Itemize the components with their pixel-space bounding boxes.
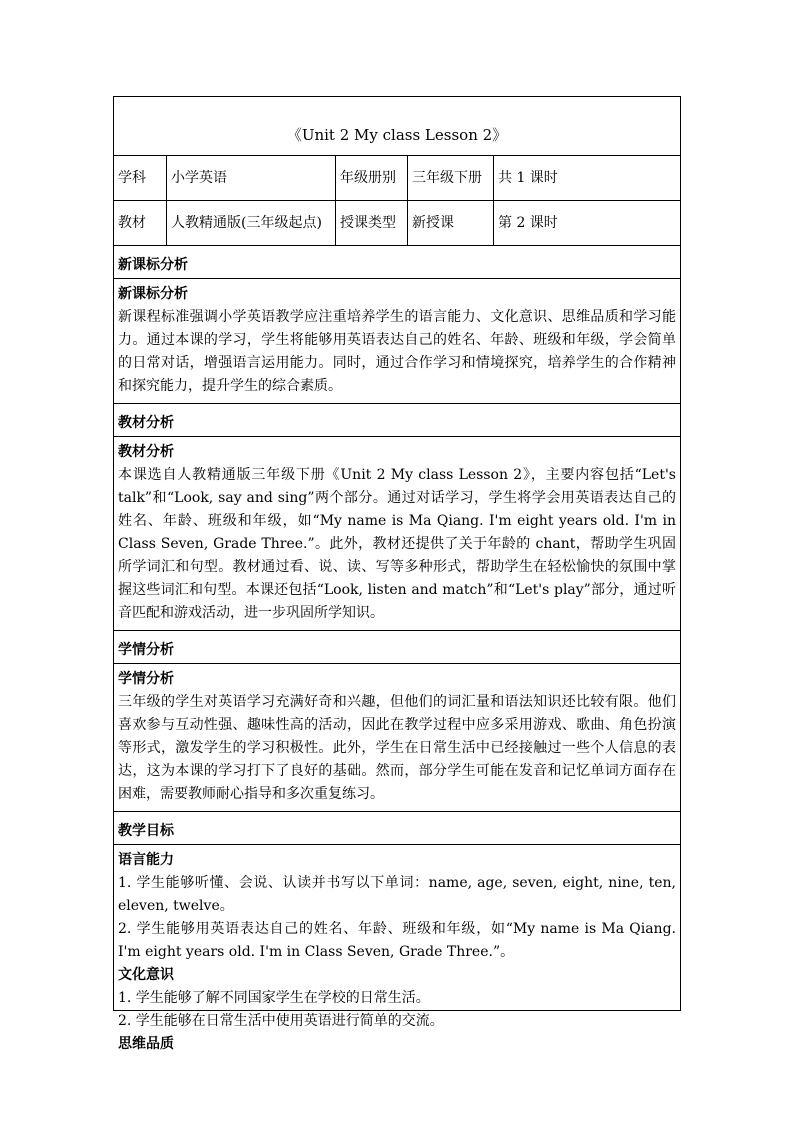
section-heading-goals: 教学目标 [114, 812, 680, 845]
subheading-culture: 文化意识 [118, 967, 174, 983]
lesson-plan-table [113, 96, 681, 1052]
section-heading-textbook: 教材分析 [114, 404, 680, 437]
subheading-students: 学情分析 [118, 671, 174, 687]
value-total-periods: 共 1 课时 [498, 169, 558, 186]
section-body-goals [114, 845, 680, 1061]
section-body-textbook [114, 437, 680, 631]
value-lesson-type: 新授课 [408, 201, 494, 245]
goal-culture-2: 2. 学生能够在日常生活中使用英语进行简单的交流。 [118, 1013, 444, 1029]
goal-culture-1: 1. 学生能够了解不同国家学生在学校的日常生活。 [118, 990, 430, 1006]
label-grade: 年级册别 [336, 156, 408, 200]
paragraph-textbook: 本课选自人教精通版三年级下册《Unit 2 My class Lesson 2》，主要内容包括“Let's talk”和“Look, say and sing”两个部分。通过对话学习，学生将学会用英语表达自己的姓名、年龄、班级和年级，如“My name is Ma Qiang. I'm eight years old. I'm in Class Seven, Grade Three.”。此外，教材还提供了关于年龄的 chant，帮助学生巩固所学词汇和句型。教材通过看、说、读、写等多种形式，帮助学生在轻松愉快的氛围中掌握这些词汇和句型。本课还包括“Look, listen and match”和“Let's play”部分，通过听音匹配和游戏活动，进一步巩固所学知识。 [118, 467, 676, 621]
subheading-thinking: 思维品质 [118, 1036, 174, 1052]
info-row-1 [114, 156, 680, 201]
value-subject: 小学英语 [167, 156, 336, 200]
value-textbook: 人教精通版(三年级起点) [167, 201, 336, 245]
section-body-students [114, 664, 680, 812]
label-textbook: 教材 [114, 201, 167, 245]
label-subject: 学科 [114, 156, 167, 200]
info-row-2 [114, 201, 680, 246]
subheading-curriculum: 新课标分析 [118, 286, 188, 302]
paragraph-curriculum: 新课程标准强调小学英语教学应注重培养学生的语言能力、文化意识、思维品质和学习能力。通过本课的学习，学生将能够用英语表达自己的姓名、年龄、班级和年级，学会简单的日常对话，增强语言运用能力。同时，通过合作学习和情境探究，培养学生的合作精神和探究能力，提升学生的综合素质。 [118, 309, 676, 394]
subheading-textbook: 教材分析 [118, 444, 174, 460]
section-heading-students: 学情分析 [114, 631, 680, 664]
section-body-curriculum [114, 279, 680, 404]
document-title: 《Unit 2 My class Lesson 2》 [114, 97, 680, 156]
goal-language-1: 1. 学生能够听懂、会说、认读并书写以下单词：name, age, seven, eight, nine, ten, eleven, twelve。 [118, 875, 676, 914]
label-lesson-type: 授课类型 [336, 201, 408, 245]
paragraph-students: 三年级的学生对英语学习充满好奇和兴趣，但他们的词汇量和语法知识还比较有限。他们喜欢参与互动性强、趣味性高的活动，因此在教学过程中应多采用游戏、歌曲、角色扮演等形式，激发学生的学习积极性。此外，学生在日常生活中已经接触过一些个人信息的表达，这为本课的学习打下了良好的基础。然而，部分学生可能在发音和记忆单词方面存在困难，需要教师耐心指导和多次重复练习。 [118, 694, 676, 802]
subheading-language: 语言能力 [118, 852, 174, 868]
value-grade: 三年级下册 [408, 156, 494, 200]
section-heading-curriculum: 新课标分析 [114, 246, 680, 279]
value-period: 第 2 课时 [498, 214, 558, 231]
goal-language-2: 2. 学生能够用英语表达自己的姓名、年龄、班级和年级，如“My name is Ma Qiang. I'm eight years old. I'm in Class Seven, Grade Three.”。 [118, 921, 676, 960]
